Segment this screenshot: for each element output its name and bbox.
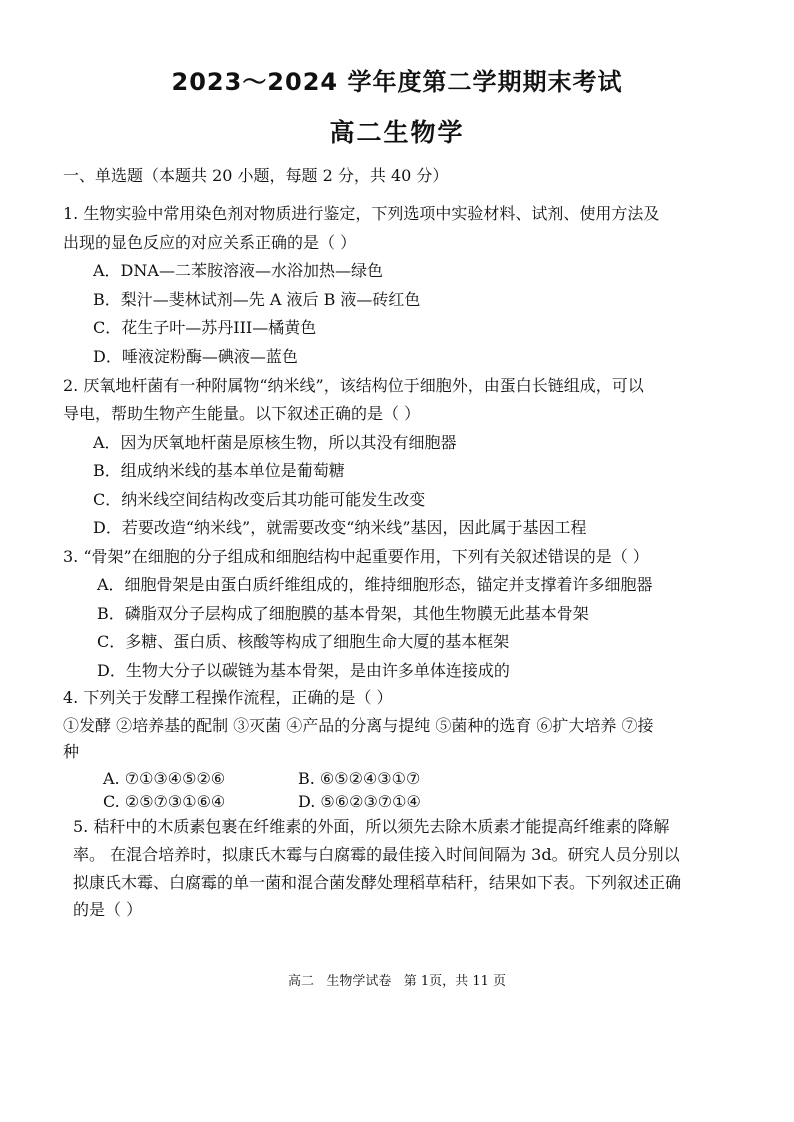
question-4-option-c: C. ②⑤⑦③①⑥④ (103, 792, 226, 811)
question-5-stem-line-2: 率。 在混合培养时，拟康氏木霉与白腐霉的最佳接入时间间隔为 3d。研究人员分别以 (73, 845, 680, 864)
question-4-stem-line-2: ①发酵 ②培养基的配制 ③灭菌 ④产品的分离与提纯 ⑤菌种的选育 ⑥扩大培养 ⑦接 (63, 716, 654, 735)
question-2-option-c: C．纳米线空间结构改变后其功能可能发生改变 (93, 490, 426, 509)
question-4-option-a: A. ⑦①③④⑤②⑥ (103, 769, 226, 788)
question-5-stem-line-1: 5. 秸秆中的木质素包裹在纤维素的外面，所以须先去除木质素才能提高纤维素的降解 (73, 817, 670, 836)
question-1-option-c: C．花生子叶—苏丹III—橘黄色 (93, 318, 317, 337)
question-5-stem-line-3: 拟康氏木霉、白腐霉的单一菌和混合菌发酵处理稻草秸秆，结果如下表。下列叙述正确 (73, 873, 682, 892)
question-3-option-d: D．生物大分子以碳链为基本骨架，是由许多单体连接成的 (97, 661, 510, 680)
question-1-stem-line-2: 出现的显色反应的对应关系正确的是（ ） (63, 233, 357, 252)
question-2-stem-line-2: 导电，帮助生物产生能量。以下叙述正确的是（ ） (63, 404, 421, 423)
question-3-option-a: A．细胞骨架是由蛋白质纤维组成的，维持细胞形态，锚定并支撑着许多细胞器 (97, 575, 653, 594)
question-2-option-d: D．若要改造“纳米线”，就需要改变“纳米线”基因，因此属于基因工程 (93, 518, 587, 537)
question-5-stem-line-4: 的是（ ） (73, 900, 143, 919)
question-3-stem: 3. “骨架”在细胞的分子组成和细胞结构中起重要作用，下列有关叙述错误的是（ ） (63, 547, 649, 566)
question-1-option-d: D．唾液淀粉酶—碘液—蓝色 (93, 347, 298, 366)
question-4-option-b: B. ⑥⑤②④③①⑦ (298, 769, 421, 788)
page-footer: 高二 生物学试卷 第 1页，共 11 页 (287, 974, 506, 989)
question-2-stem-line-1: 2. 厌氧地杆菌有一种附属物“纳米线”，该结构位于细胞外，由蛋白长链组成，可以 (63, 376, 644, 395)
exam-subject: 高二生物学 (329, 118, 465, 147)
question-3-option-b: B．磷脂双分子层构成了细胞膜的基本骨架，其他生物膜无此基本骨架 (97, 604, 589, 623)
section-heading: 一、单选题（本题共 20 小题，每题 2 分，共 40 分） (63, 166, 449, 185)
question-4-stem-line-1: 4. 下列关于发酵工程操作流程，正确的是（ ） (63, 688, 393, 707)
question-2-option-b: B．组成纳米线的基本单位是葡萄糖 (93, 461, 345, 480)
question-4-stem-line-3: 种 (63, 742, 80, 761)
question-1-stem-line-1: 1. 生物实验中常用染色剂对物质进行鉴定，下列选项中实验材料、试剂、使用方法及 (63, 204, 660, 223)
exam-title: 2023～2024 学年度第二学期期末考试 (171, 68, 623, 96)
question-1-option-b: B．梨汁—斐林试剂—先 A 液后 B 液—砖红色 (93, 290, 421, 309)
question-4-option-d: D. ⑤⑥②③⑦①④ (298, 792, 421, 811)
question-2-option-a: A．因为厌氧地杆菌是原核生物，所以其没有细胞器 (93, 433, 457, 452)
question-3-option-c: C．多糖、蛋白质、核酸等构成了细胞生命大厦的基本框架 (97, 632, 510, 651)
question-1-option-a: A．DNA—二苯胺溶液—水浴加热—绿色 (93, 261, 383, 280)
